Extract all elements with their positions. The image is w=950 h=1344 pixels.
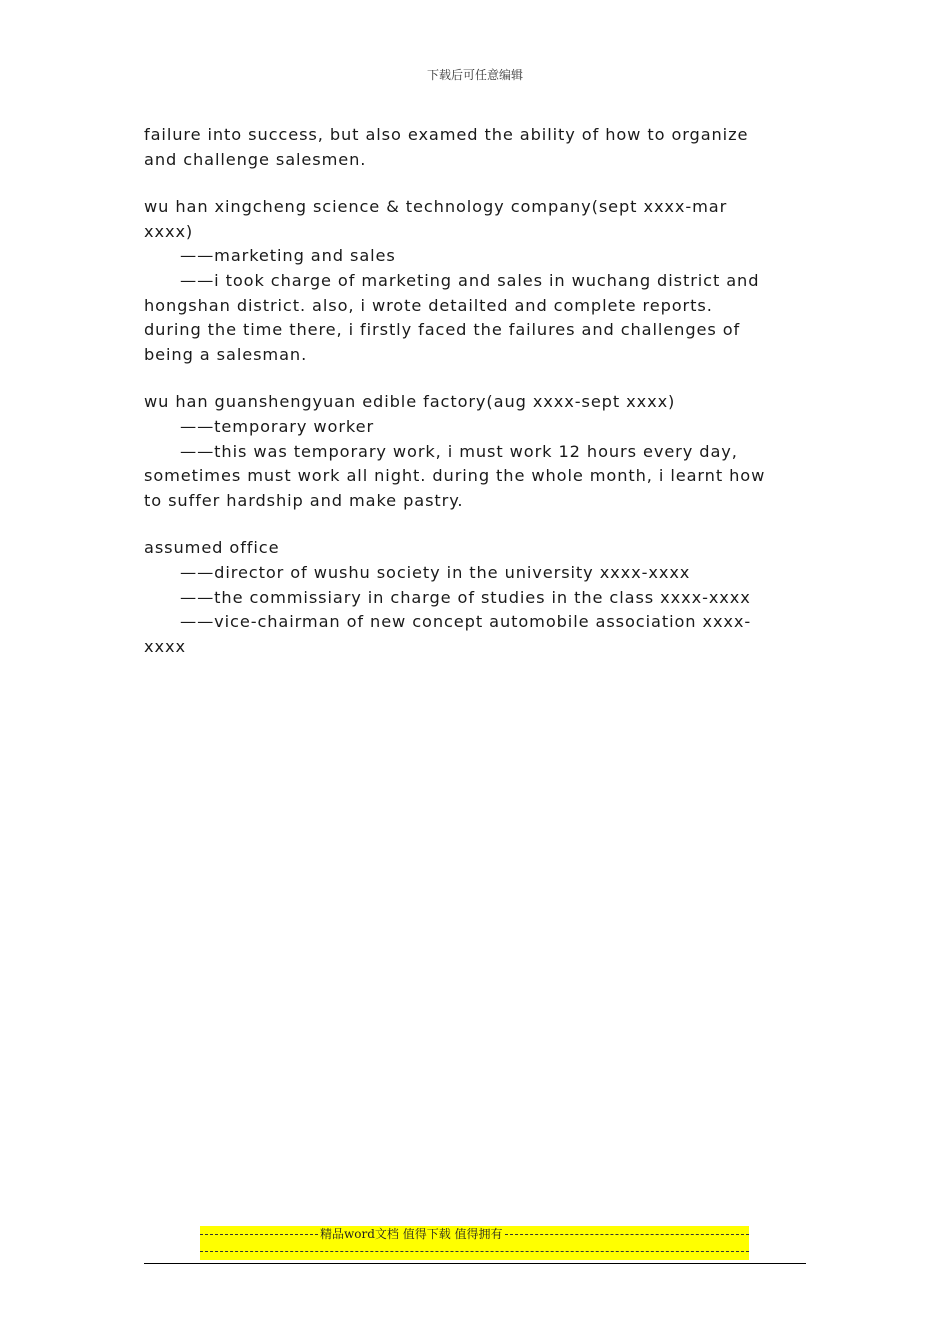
- office-item: xxxx: [144, 637, 186, 657]
- footer-banner-top-row: [200, 1226, 749, 1243]
- dashed-divider: [505, 1234, 749, 1235]
- job-description: ——i took charge of marketing and sales in wuchang district and: [180, 271, 760, 291]
- office-item: ——director of wushu society in the university xxxx-xxxx: [180, 563, 691, 583]
- paragraph-gap: [144, 172, 809, 195]
- job-title: xxxx): [144, 221, 194, 241]
- job-description: sometimes must work all night. during the whole month, i learnt how: [144, 466, 766, 486]
- job-title: wu han guanshengyuan edible factory(aug xxxx-sept xxxx): [144, 392, 676, 412]
- job-role: ——marketing and sales: [180, 246, 396, 266]
- job-description: being a salesman.: [144, 345, 308, 365]
- job-role: ——temporary worker: [180, 417, 374, 437]
- job-description: ——this was temporary work, i must work 12 hours every day,: [180, 441, 738, 461]
- dashed-divider: [200, 1251, 749, 1252]
- footer-banner-label: 精品word文档 值得下载 值得拥有: [320, 1227, 503, 1241]
- paragraph-gap: [144, 514, 809, 537]
- section-title: assumed office: [144, 538, 280, 558]
- office-item: ——vice-chairman of new concept automobile association xxxx-: [180, 612, 752, 632]
- page-header-note: 下载后可任意编辑: [426, 68, 523, 82]
- office-item: ——the commissiary in charge of studies in the class xxxx-xxxx: [180, 587, 751, 607]
- footer-banner: [200, 1226, 749, 1260]
- footer-banner-bottom-row: [200, 1243, 749, 1260]
- intro-line: failure into success, but also examed the ability of how to organize: [144, 125, 749, 144]
- dashed-divider: [200, 1234, 318, 1235]
- job-description: hongshan district. also, i wrote detailted and complete reports.: [144, 295, 713, 315]
- paragraph-gap: [144, 368, 809, 391]
- intro-line: and challenge salesmen.: [144, 149, 367, 169]
- footer-rule: [144, 1263, 806, 1264]
- document-body: [144, 123, 809, 660]
- job-description: to suffer hardship and make pastry.: [144, 491, 464, 511]
- job-title: wu han xingcheng science & technology company(sept xxxx-mar: [144, 196, 728, 216]
- job-description: during the time there, i firstly faced the failures and challenges of: [144, 320, 741, 340]
